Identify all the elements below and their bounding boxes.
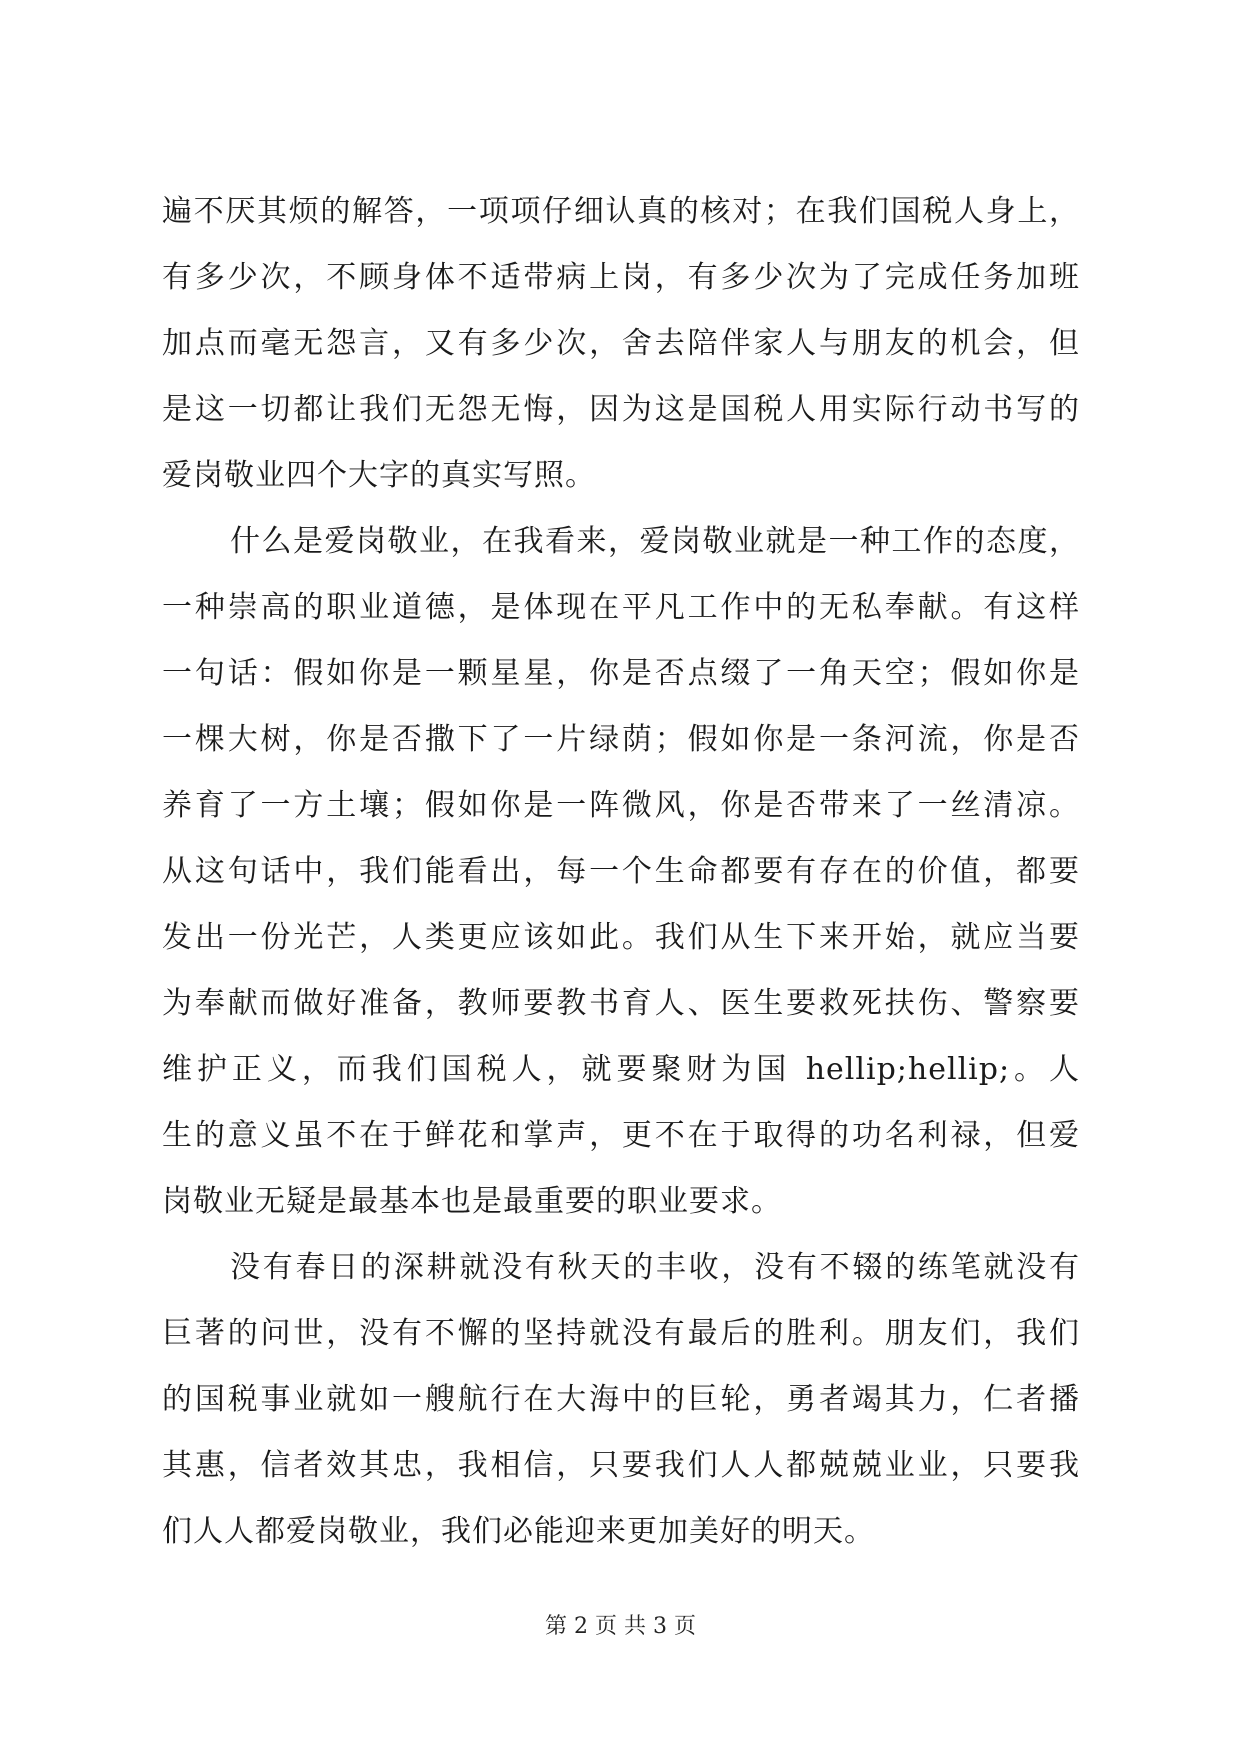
- body-line: 爱岗敬业四个大字的真实写照。: [162, 458, 596, 493]
- body-line: 岗敬业无疑是最基本也是最重要的职业要求。: [162, 1184, 782, 1219]
- body-line: 是这一切都让我们无怨无悔，因为这是国税人用实际行动书写的: [162, 392, 1080, 427]
- body-line: 一棵大树，你是否撒下了一片绿荫；假如你是一条河流，你是否: [162, 722, 1080, 757]
- body-line: 的国税事业就如一艘航行在大海中的巨轮，勇者竭其力，仁者播: [162, 1382, 1080, 1417]
- body-line: 维护正义，而我们国税人，就要聚财为国 hellip;hellip;。人: [162, 1052, 1080, 1087]
- body-line: 遍不厌其烦的解答，一项项仔细认真的核对；在我们国税人身上，: [162, 194, 1080, 229]
- body-line: 巨著的问世，没有不懈的坚持就没有最后的胜利。朋友们，我们: [162, 1316, 1080, 1351]
- body-line: 从这句话中，我们能看出，每一个生命都要有存在的价值，都要: [162, 854, 1080, 889]
- body-line: 养育了一方土壤；假如你是一阵微风，你是否带来了一丝清凉。: [162, 788, 1080, 823]
- body-line: 加点而毫无怨言，又有多少次，舍去陪伴家人与朋友的机会，但: [162, 326, 1080, 361]
- body-line: 一句话：假如你是一颗星星，你是否点缀了一角天空；假如你是: [162, 656, 1080, 691]
- page-number-footer: 第 2 页 共 3 页: [545, 1614, 696, 1639]
- body-line: 一种崇高的职业道德，是体现在平凡工作中的无私奉献。有这样: [162, 590, 1080, 625]
- body-line: 为奉献而做好准备，教师要教书育人、医生要救死扶伤、警察要: [162, 986, 1080, 1021]
- paragraph-first-line: 什么是爱岗敬业，在我看来，爱岗敬业就是一种工作的态度，: [230, 524, 1080, 559]
- body-line: 有多少次，不顾身体不适带病上岗，有多少次为了完成任务加班: [162, 260, 1080, 295]
- paragraph-first-line: 没有春日的深耕就没有秋天的丰收，没有不辍的练笔就没有: [230, 1250, 1080, 1285]
- body-line: 们人人都爱岗敬业，我们必能迎来更加美好的明天。: [162, 1514, 875, 1549]
- body-line: 其惠，信者效其忠，我相信，只要我们人人都兢兢业业，只要我: [162, 1448, 1080, 1483]
- body-line: 发出一份光芒，人类更应该如此。我们从生下来开始，就应当要: [162, 920, 1080, 955]
- body-line: 生的意义虽不在于鲜花和掌声，更不在于取得的功名利禄，但爱: [162, 1118, 1080, 1153]
